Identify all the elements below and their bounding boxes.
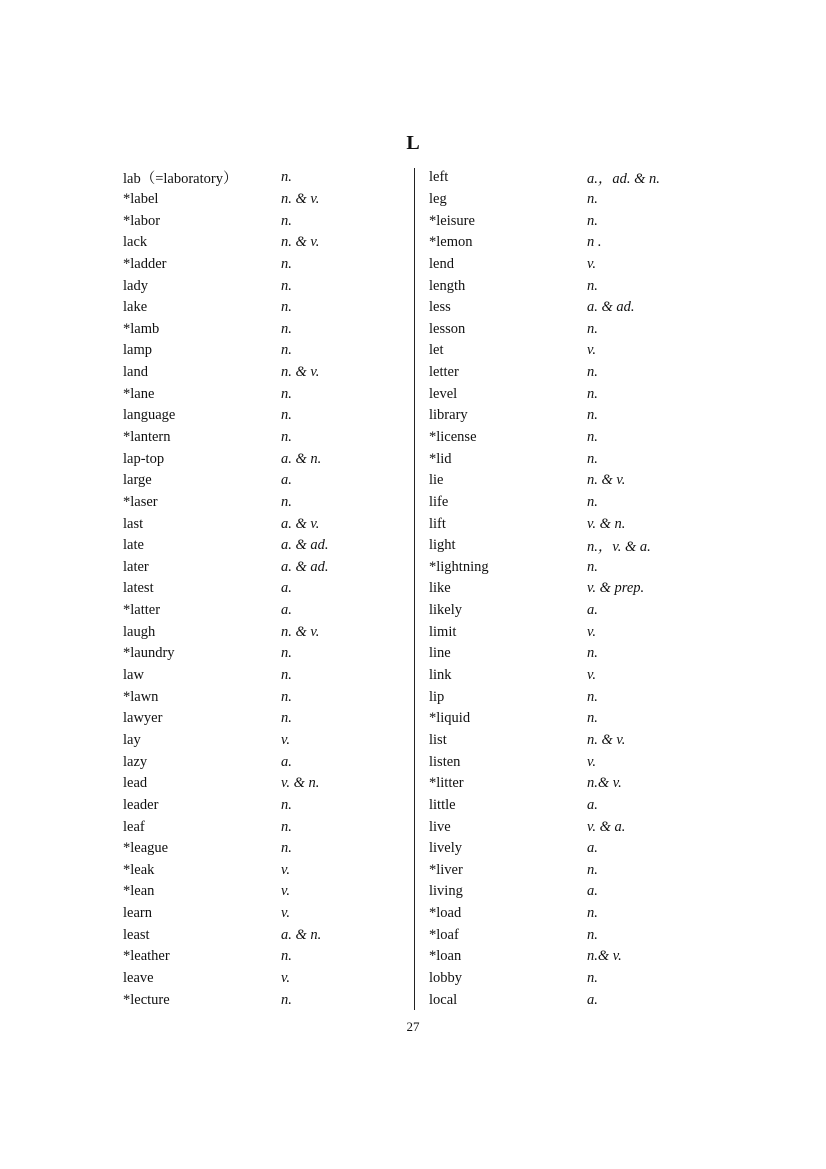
part-of-speech: v. & n.	[281, 775, 320, 792]
part-of-speech: n.	[281, 407, 292, 424]
vocab-word: little	[429, 796, 456, 813]
vocab-word: *leisure	[429, 212, 475, 229]
vocab-word: leader	[123, 796, 159, 813]
vocab-word: likely	[429, 602, 463, 619]
vocab-word: letter	[429, 364, 459, 381]
part-of-speech: n.	[587, 688, 598, 705]
part-of-speech: n .	[587, 234, 602, 251]
vocab-word: left	[429, 169, 449, 186]
vocab-entry	[429, 600, 709, 622]
vocab-word: line	[429, 645, 451, 662]
vocab-entry	[123, 427, 403, 449]
vocab-entry	[429, 189, 709, 211]
vocab-word: lie	[429, 472, 444, 489]
column-divider	[414, 168, 415, 1010]
part-of-speech: a.	[587, 602, 598, 619]
vocab-entry	[429, 621, 709, 643]
vocab-word: leg	[429, 190, 447, 207]
vocab-word: link	[429, 667, 452, 684]
vocab-entry	[429, 989, 709, 1011]
vocab-entry	[429, 708, 709, 730]
vocab-word: lay	[123, 731, 141, 748]
vocab-entry	[123, 708, 403, 730]
vocab-entry	[429, 405, 709, 427]
vocab-entry	[429, 903, 709, 925]
vocab-word: list	[429, 731, 447, 748]
vocab-entry	[429, 730, 709, 752]
part-of-speech: n.	[281, 299, 292, 316]
part-of-speech: n.	[281, 255, 292, 272]
vocab-word: *litter	[429, 775, 464, 792]
part-of-speech: n. & v.	[587, 731, 626, 748]
vocab-entry	[429, 795, 709, 817]
vocab-entry	[429, 557, 709, 579]
vocab-word: *laser	[123, 493, 158, 510]
vocab-word: length	[429, 277, 466, 294]
part-of-speech: a.	[587, 796, 598, 813]
part-of-speech: n.	[281, 212, 292, 229]
vocab-word: land	[123, 364, 148, 381]
vocab-entry	[429, 838, 709, 860]
vocab-word: late	[123, 537, 144, 554]
part-of-speech: n.	[587, 320, 598, 337]
vocab-word: lap-top	[123, 450, 165, 467]
part-of-speech: n.	[281, 818, 292, 835]
vocab-entry	[123, 340, 403, 362]
vocab-word: lady	[123, 277, 148, 294]
vocab-word: lead	[123, 775, 148, 792]
vocab-word: *lemon	[429, 234, 473, 251]
part-of-speech: n.	[587, 926, 598, 943]
vocab-entry	[123, 167, 403, 189]
vocab-entry	[123, 557, 403, 579]
vocab-entry	[123, 189, 403, 211]
vocab-word: *ladder	[123, 255, 167, 272]
vocab-word: lift	[429, 515, 446, 532]
vocab-entry	[123, 773, 403, 795]
vocab-word: *license	[429, 429, 477, 445]
vocab-entry	[429, 881, 709, 903]
part-of-speech: v. & n.	[587, 515, 626, 532]
vocab-entry	[429, 535, 709, 557]
part-of-speech: n.	[281, 710, 292, 727]
vocab-word: learn	[123, 905, 152, 922]
part-of-speech: v.	[587, 753, 596, 770]
part-of-speech: n. & v.	[281, 190, 320, 207]
part-of-speech: n.	[281, 320, 292, 337]
vocab-word: least	[123, 926, 150, 943]
vocab-entry	[429, 924, 709, 946]
vocab-word: life	[429, 493, 449, 510]
vocab-word: large	[123, 472, 152, 489]
vocab-word: *lid	[429, 450, 452, 467]
vocab-word: like	[429, 580, 451, 597]
vocab-word: *leak	[123, 861, 155, 878]
part-of-speech: n.	[587, 970, 598, 987]
vocab-word: *lecture	[123, 991, 170, 1008]
vocab-entry	[429, 643, 709, 665]
part-of-speech: n.	[281, 840, 292, 857]
vocab-word: live	[429, 818, 451, 835]
part-of-speech: a. & v.	[281, 515, 320, 532]
vocab-entry	[429, 492, 709, 514]
vocab-entry	[429, 383, 709, 405]
part-of-speech: a.	[587, 991, 598, 1008]
vocab-word: lawyer	[123, 710, 163, 727]
vocab-word: *latter	[123, 602, 161, 619]
vocab-word: *liver	[429, 861, 463, 878]
vocab-word: less	[429, 299, 451, 316]
vocab-entry	[123, 362, 403, 384]
vocab-word: listen	[429, 753, 461, 770]
vocab-entry	[123, 686, 403, 708]
vocab-entry	[429, 318, 709, 340]
vocab-entry	[123, 448, 403, 470]
part-of-speech: v.	[587, 255, 596, 272]
vocab-entry	[429, 448, 709, 470]
vocab-entry	[429, 167, 709, 189]
vocab-word: limit	[429, 623, 457, 640]
part-of-speech: v.	[281, 905, 290, 922]
vocab-word: lack	[123, 234, 148, 251]
part-of-speech: n.	[281, 688, 292, 705]
vocab-entry	[429, 275, 709, 297]
vocab-word: *lane	[123, 385, 155, 402]
part-of-speech: v. & prep.	[587, 580, 645, 597]
vocab-word: latest	[123, 580, 154, 597]
vocab-entry	[429, 665, 709, 687]
part-of-speech: n.，v. & a.	[587, 539, 651, 556]
part-of-speech: a.	[281, 472, 292, 489]
vocab-entry	[123, 968, 403, 990]
part-of-speech: n.	[587, 364, 598, 381]
part-of-speech: v. & a.	[587, 818, 626, 835]
vocab-entry	[123, 492, 403, 514]
part-of-speech: n. & v.	[281, 234, 320, 251]
vocab-entry	[429, 362, 709, 384]
vocab-entry	[429, 686, 709, 708]
vocab-entry	[123, 578, 403, 600]
vocab-entry	[429, 513, 709, 535]
vocab-word: *leather	[123, 948, 170, 965]
vocab-entry	[123, 470, 403, 492]
vocab-entry	[123, 275, 403, 297]
vocab-word: *lightning	[429, 558, 489, 575]
vocab-word: laugh	[123, 623, 156, 640]
part-of-speech: v.	[281, 731, 290, 748]
vocab-word: lobby	[429, 970, 463, 987]
part-of-speech: n.& v.	[587, 948, 622, 965]
part-of-speech: n.	[587, 493, 598, 510]
part-of-speech: n.	[281, 385, 292, 402]
part-of-speech: n.	[587, 385, 598, 402]
part-of-speech: n. & v.	[281, 364, 320, 381]
vocab-word: lip	[429, 688, 445, 705]
vocab-word: living	[429, 883, 463, 900]
vocab-entry	[123, 318, 403, 340]
vocab-entry	[429, 773, 709, 795]
vocab-entry	[123, 989, 403, 1011]
part-of-speech: v.	[281, 883, 290, 900]
part-of-speech: n.	[281, 645, 292, 662]
part-of-speech: n.	[281, 796, 292, 813]
vocab-entry	[123, 838, 403, 860]
part-of-speech: n.	[587, 212, 598, 229]
part-of-speech: n.	[281, 169, 292, 186]
vocab-word: let	[429, 342, 444, 359]
part-of-speech: n.	[587, 558, 598, 575]
vocab-entry	[123, 643, 403, 665]
vocab-word: lazy	[123, 753, 148, 770]
page-number: 27	[406, 1019, 420, 1034]
vocab-word: local	[429, 991, 458, 1008]
part-of-speech: n.	[587, 429, 598, 445]
part-of-speech: n.	[587, 450, 598, 467]
vocab-entry	[429, 210, 709, 232]
vocab-entry	[429, 816, 709, 838]
vocab-word: lab（=laboratory）	[123, 171, 238, 188]
vocab-entry	[123, 232, 403, 254]
part-of-speech: a.	[281, 580, 292, 597]
vocab-entry	[123, 730, 403, 752]
vocab-entry	[429, 946, 709, 968]
vocab-entry	[429, 751, 709, 773]
part-of-speech: a. & n.	[281, 926, 322, 943]
vocab-word: *liquid	[429, 710, 471, 727]
part-of-speech: a.，ad. & n.	[587, 171, 660, 188]
vocab-entry	[123, 816, 403, 838]
part-of-speech: a. & n.	[281, 450, 322, 467]
vocab-entry	[429, 297, 709, 319]
part-of-speech: n.& v.	[587, 775, 622, 792]
part-of-speech: n.	[587, 277, 598, 294]
vocab-entry	[429, 860, 709, 882]
vocab-word: *lawn	[123, 688, 159, 705]
part-of-speech: n. & v.	[587, 472, 626, 489]
part-of-speech: v.	[281, 861, 290, 878]
vocab-entry	[429, 340, 709, 362]
part-of-speech: n.	[281, 429, 292, 445]
part-of-speech: n.	[281, 342, 292, 359]
vocab-word: lively	[429, 840, 463, 857]
part-of-speech: a.	[281, 753, 292, 770]
vocab-entry	[429, 578, 709, 600]
left-column	[123, 167, 403, 1011]
part-of-speech: a. & ad.	[281, 537, 329, 554]
part-of-speech: n.	[281, 493, 292, 510]
vocab-entry	[123, 924, 403, 946]
vocab-word: *lamb	[123, 320, 160, 337]
vocab-entry	[123, 946, 403, 968]
vocab-entry	[429, 968, 709, 990]
vocab-word: light	[429, 537, 456, 554]
vocab-entry	[123, 621, 403, 643]
vocab-word: *labor	[123, 212, 161, 229]
part-of-speech: v.	[281, 970, 290, 987]
vocab-word: lesson	[429, 320, 466, 337]
vocab-word: leaf	[123, 818, 145, 835]
part-of-speech: n.	[587, 905, 598, 922]
part-of-speech: v.	[587, 342, 596, 359]
vocab-word: leave	[123, 970, 154, 987]
vocab-word: *label	[123, 190, 159, 207]
vocab-entry	[429, 427, 709, 449]
part-of-speech: a. & ad.	[587, 299, 635, 316]
part-of-speech: n.	[281, 277, 292, 294]
part-of-speech: n.	[281, 948, 292, 965]
vocab-word: lamp	[123, 342, 152, 359]
vocab-word: *laundry	[123, 645, 175, 662]
vocab-entry	[123, 665, 403, 687]
vocab-word: last	[123, 515, 144, 532]
vocab-entry	[123, 254, 403, 276]
vocab-word: later	[123, 558, 149, 575]
vocab-entry	[123, 600, 403, 622]
part-of-speech: n.	[281, 667, 292, 684]
vocab-word: lend	[429, 255, 454, 272]
vocab-entry	[429, 232, 709, 254]
part-of-speech: n.	[281, 991, 292, 1008]
part-of-speech: a.	[281, 602, 292, 619]
vocab-word: level	[429, 385, 458, 402]
vocab-entry	[123, 903, 403, 925]
vocab-entry	[123, 383, 403, 405]
vocab-entry	[123, 210, 403, 232]
part-of-speech: n.	[587, 861, 598, 878]
vocab-entry	[123, 297, 403, 319]
vocab-entry	[429, 470, 709, 492]
vocab-word: *league	[123, 840, 169, 857]
part-of-speech: n.	[587, 190, 598, 207]
part-of-speech: n. & v.	[281, 623, 320, 640]
right-column	[429, 167, 709, 1011]
vocab-word: *load	[429, 905, 462, 922]
vocab-word: *loaf	[429, 926, 459, 943]
vocab-entry	[123, 881, 403, 903]
vocab-entry	[123, 795, 403, 817]
part-of-speech: n.	[587, 407, 598, 424]
vocab-entry	[123, 405, 403, 427]
part-of-speech: v.	[587, 667, 596, 684]
vocab-word: language	[123, 407, 176, 424]
part-of-speech: a.	[587, 840, 598, 857]
part-of-speech: a.	[587, 883, 598, 900]
part-of-speech: v.	[587, 623, 596, 640]
vocab-word: lake	[123, 299, 148, 316]
vocab-word: library	[429, 407, 468, 424]
vocab-entry	[123, 751, 403, 773]
vocab-entry	[123, 513, 403, 535]
part-of-speech: n.	[587, 645, 598, 662]
vocab-word: *loan	[429, 948, 462, 965]
part-of-speech: n.	[587, 710, 598, 727]
vocab-word: *lantern	[123, 429, 171, 445]
page-title: L	[406, 132, 420, 154]
vocab-word: law	[123, 667, 144, 684]
vocab-entry	[123, 535, 403, 557]
vocab-entry	[429, 254, 709, 276]
vocab-word: *lean	[123, 883, 155, 900]
vocab-entry	[123, 860, 403, 882]
part-of-speech: a. & ad.	[281, 558, 329, 575]
